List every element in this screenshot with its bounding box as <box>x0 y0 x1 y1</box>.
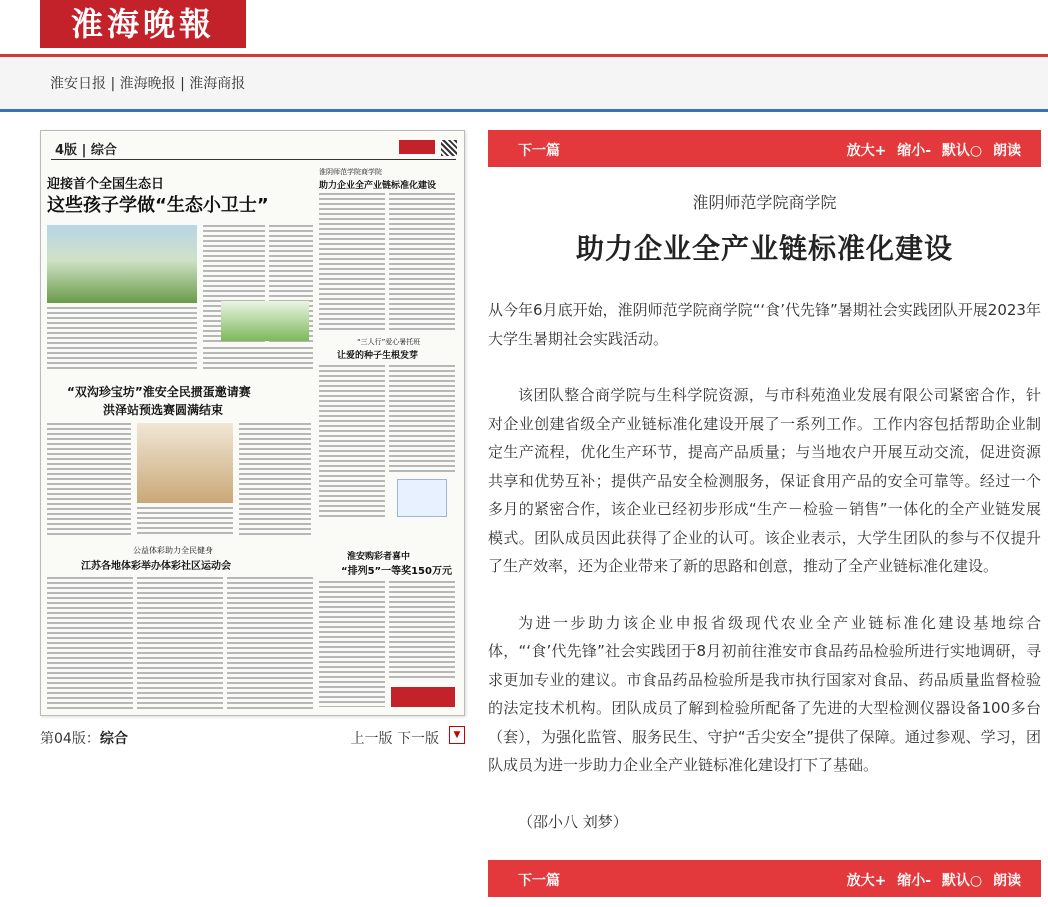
default-size-button[interactable]: 默认○ <box>941 873 983 889</box>
np-story-kicker[interactable]: 淮阴师范学院商学院 <box>319 168 382 176</box>
np-text-block <box>47 577 133 709</box>
page-navigation <box>40 722 465 762</box>
nav-separator: | <box>175 76 190 92</box>
zoom-out-button[interactable]: 缩小- <box>897 143 932 159</box>
next-article-button[interactable]: 下一篇 <box>518 143 560 159</box>
default-size-button[interactable]: 默认○ <box>941 143 983 159</box>
page-preview-column <box>40 130 465 762</box>
np-story-subheadline[interactable]: 洪泽站预选赛圆满结束 <box>103 403 224 417</box>
newspaper-mini-logo-icon <box>399 140 435 154</box>
np-story-headline[interactable]: 这些孩子学做“生态小卫士” <box>47 195 269 216</box>
np-volunteer-badge <box>397 479 447 517</box>
np-story-kicker[interactable]: 迎接首个全国生态日 <box>47 177 165 192</box>
np-story-headline[interactable]: “排列5”一等奖150万元 <box>341 566 452 577</box>
read-aloud-button[interactable]: 朗读 <box>993 143 1021 159</box>
np-lottery-banner <box>391 687 455 707</box>
article-toolbar-top <box>488 130 1041 167</box>
newspaper-page-image[interactable] <box>40 130 465 716</box>
article-body <box>488 296 1041 864</box>
reading-tools <box>841 140 1021 160</box>
np-text-block <box>47 423 131 535</box>
np-text-block <box>389 365 455 473</box>
article-paragraph: 为进一步助力该企业申报省级现代农业全产业链标准化建设基地综合体，“‘食’代先锋”社会实践团于8月初前往淮安市食品药品检验所进行实地调研，寻求更加专业的建议。市食品药品检验所是我市执行国家对食品、药品质量监督检验的法定技术机构。团队成员了解到检验所配备了先进的大型检测仪器设备100多台（套），为强化监管、服务民生、守护“舌尖安全”提供了保障。通过参观、学习，团队成员为进一步助力企业全产业链标准化建设打下了基础。 <box>488 613 1041 774</box>
newspaper-edition: 4版 | 综合 <box>55 143 117 158</box>
np-story-kicker[interactable]: 淮安购彩者喜中 <box>347 552 411 562</box>
np-story-headline[interactable]: 江苏各地体彩举办体彩社区运动会 <box>81 561 231 572</box>
read-aloud-button[interactable]: 朗读 <box>993 873 1021 889</box>
np-story-kicker[interactable]: “三人行”爱心暑托班 <box>357 338 421 346</box>
article-title: 助力企业全产业链标准化建设 <box>575 232 953 265</box>
np-text-block <box>319 365 385 517</box>
np-text-block <box>389 193 455 333</box>
np-text-block <box>203 347 313 371</box>
reading-tools <box>841 870 1021 890</box>
np-story-kicker[interactable]: 公益体彩助力全民健身 <box>133 546 213 555</box>
article-paragraph: 该团队整合商学院与生科学院资源，与市科苑渔业发展有限公司紧密合作，针对企业创建省级全产业链标准化建设开展了一系列工作。工作内容包括帮助企业制定生产流程，优化生产环节，提高产品质量；与当地农户开展互动交流，促进资源共享和优势互补；提供产品安全检测服务，保证食用产品的安全可靠等。经过一个多月的紧密合作，该企业已经初步形成“生产－检验－销售”一体化的全产业链发展模式。团队成员因此获得了企业的认可。该企业表示，大学生团队的参与不仅提升了生产效率，还为企业带来了新的思路和创意，推动了全产业链标准化建设。 <box>488 386 1041 575</box>
np-text-block <box>319 581 385 707</box>
page-number-label: 第04版：综合 <box>40 731 128 747</box>
article-kicker: 淮阴师范学院商学院 <box>692 193 837 212</box>
next-page-link[interactable]: 下一版 <box>397 731 439 747</box>
nav-link-huaihai-evening[interactable]: 淮海晚报 <box>119 76 176 92</box>
np-eco-banner <box>221 301 309 341</box>
zoom-out-button[interactable]: 缩小- <box>897 873 932 889</box>
np-text-block <box>319 193 385 333</box>
paper-nav <box>0 57 1048 112</box>
site-header <box>0 0 1048 57</box>
np-text-block <box>239 423 311 535</box>
nav-link-huaian-daily[interactable]: 淮安日报 <box>50 76 106 92</box>
zoom-in-button[interactable]: 放大+ <box>846 143 887 159</box>
article-toolbar-bottom <box>488 860 1041 897</box>
np-photo-children <box>47 225 197 303</box>
page-pager <box>351 728 439 748</box>
zoom-in-button[interactable]: 放大+ <box>846 873 887 889</box>
np-text-block <box>137 507 233 535</box>
article-paragraph: 从今年6月底开始，淮阴师范学院商学院“‘食’代先锋”暑期社会实践团队开展2023年大学生暑期社会实践活动。 <box>488 301 1041 348</box>
np-text-block <box>47 307 197 369</box>
next-article-button[interactable]: 下一篇 <box>518 873 560 889</box>
pdf-icon[interactable]: ▼ <box>449 726 465 744</box>
np-story-headline[interactable]: 让爱的种子生根发芽 <box>337 351 419 361</box>
nav-separator: | <box>106 76 120 92</box>
np-story-headline[interactable]: 助力企业全产业链标准化建设 <box>319 181 437 191</box>
np-photo-event <box>137 423 233 503</box>
np-story-headline[interactable]: “双沟珍宝坊”淮安全民掼蛋邀请赛 <box>67 385 251 399</box>
qr-code-icon <box>441 140 457 156</box>
np-text-block <box>137 577 223 709</box>
site-logo[interactable]: 淮海晚報 <box>40 0 246 48</box>
newspaper-page-header <box>51 137 456 160</box>
np-text-block <box>389 581 455 681</box>
prev-page-link[interactable]: 上一版 <box>350 731 393 747</box>
paper-nav-links <box>50 73 245 93</box>
nav-link-huaihai-business[interactable]: 淮海商报 <box>189 76 246 92</box>
article-byline: （邵小八 刘梦） <box>518 812 628 831</box>
np-text-block <box>227 577 313 709</box>
article-column <box>488 130 1041 907</box>
